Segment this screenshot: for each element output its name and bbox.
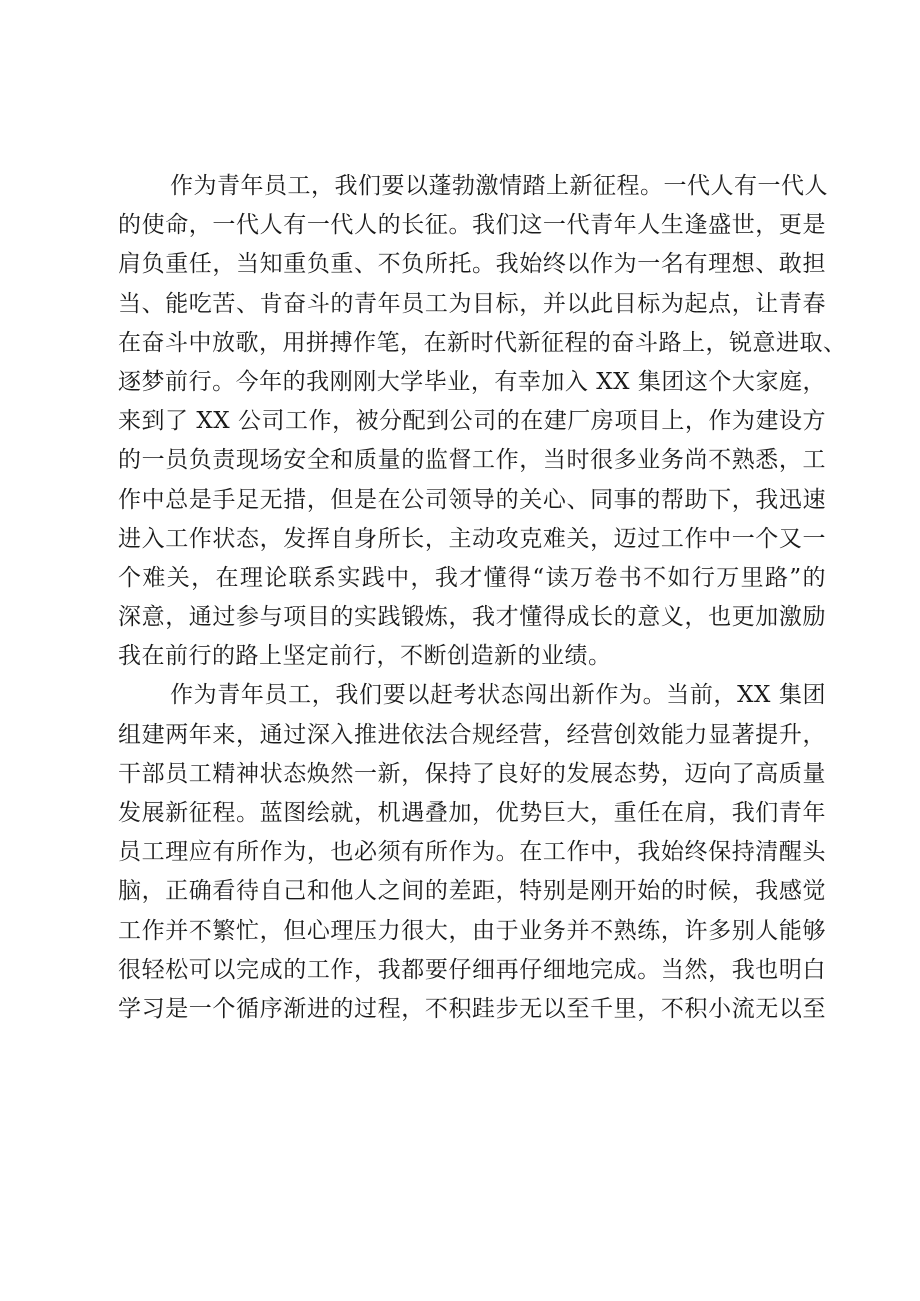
- paragraph-2: [118, 676, 826, 1029]
- paragraph-line: 在奋斗中放歌，用拼搏作笔，在新时代新征程的奋斗路上，锐意进取、: [118, 329, 847, 356]
- paragraph-line: 作中总是手足无措，但是在公司领导的关心、同事的帮助下，我迅速: [118, 486, 826, 513]
- paragraph-line: 的使命，一代人有一代人的长征。我们这一代青年人生逢盛世，更是: [118, 212, 826, 239]
- paragraph-line: 当、能吃苦、肯奋斗的青年员工为目标，并以此目标为起点，让青春: [118, 290, 826, 317]
- paragraph-line: 逐梦前行。今年的我刚刚大学毕业，有幸加入 XX 集团这个大家庭，: [118, 368, 826, 395]
- paragraph-line: 很轻松可以完成的工作，我都要仔细再仔细地完成。当然，我也明白: [118, 956, 826, 983]
- paragraph-1: [118, 167, 847, 676]
- paragraph-line: 发展新征程。蓝图绘就，机遇叠加，优势巨大，重任在肩，我们青年: [118, 800, 826, 826]
- paragraph-line: 个难关，在理论联系实践中，我才懂得“读万卷书不如行万里路”的: [118, 564, 826, 591]
- paragraph-line: 脑，正确看待自己和他人之间的差距，特别是刚开始的时候，我感觉: [118, 878, 826, 905]
- paragraph-line: 我在前行的路上坚定前行，不断创造新的业绩。: [118, 643, 612, 670]
- paragraph-line: 组建两年来，通过深入推进依法合规经营，经营创效能力显著提升，: [118, 721, 826, 748]
- paragraph-line: 来到了 XX 公司工作，被分配到公司的在建厂房项目上，作为建设方: [118, 408, 826, 435]
- paragraph-line: 员工理应有所作为，也必须有所作为。在工作中，我始终保持清醒头: [118, 839, 826, 866]
- paragraph-line: 作为青年员工，我们要以蓬勃激情踏上新征程。一代人有一代人: [170, 173, 828, 199]
- paragraph-line: 干部员工精神状态焕然一新，保持了良好的发展态势，迈向了高质量: [118, 760, 826, 787]
- paragraph-line: 作为青年员工，我们要以赶考状态闯出新作为。当前，XX 集团: [170, 682, 826, 709]
- paragraph-line: 的一员负责现场安全和质量的监督工作，当时很多业务尚不熟悉，工: [118, 447, 826, 474]
- paragraph-line: 工作并不繁忙，但心理压力很大，由于业务并不熟练，许多别人能够: [118, 917, 826, 944]
- paragraph-line: 深意，通过参与项目的实践锻炼，我才懂得成长的意义，也更加激励: [118, 604, 826, 631]
- document-body: [118, 167, 847, 1029]
- paragraph-line: 学习是一个循序渐进的过程，不积跬步无以至千里，不积小流无以至: [118, 995, 826, 1022]
- paragraph-line: 进入工作状态，发挥自身所长，主动攻克难关，迈过工作中一个又一: [118, 525, 826, 552]
- paragraph-line: 肩负重任，当知重负重、不负所托。我始终以作为一名有理想、敢担: [118, 251, 826, 278]
